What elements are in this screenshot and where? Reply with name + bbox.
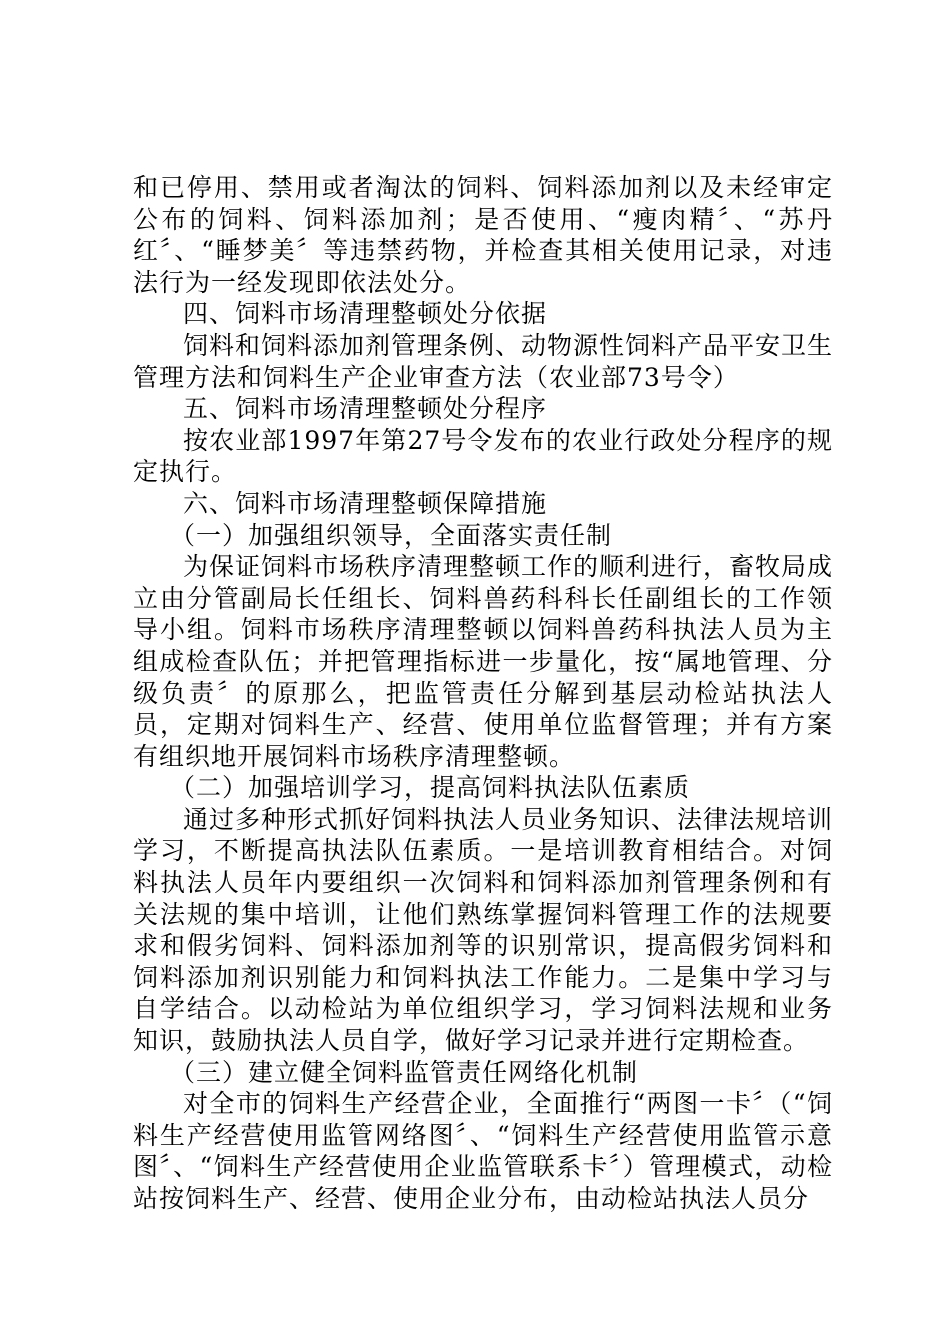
section-heading-6: 六、饲料市场清理整顿保障措施 [183, 488, 548, 518]
paragraph-procedure: 按农业部1997年第27号令发布的农业行政处分程序的规定执行。 [133, 425, 833, 487]
section-heading-4: 四、饲料市场清理整顿处分依据 [183, 299, 548, 329]
paragraph-network: 对全市的饲料生产经营企业，全面推行“两图一卡〞（“饲料生产经营使用监管网络图〞、“饲料生产经营使用监管示意图〞、“饲料生产经营使用企业监管联系卡〞）管理模式，动检站按饲料生产、经营、使用企业分布，由动检站执法人员分 [133, 1089, 833, 1213]
subsection-heading-2: （二）加强培训学习，提高饲料执法队伍素质 [170, 773, 691, 803]
section-heading-5: 五、饲料市场清理整顿处分程序 [183, 394, 548, 424]
document-page [133, 172, 833, 1215]
paragraph-continuation: 和已停用、禁用或者淘汰的饲料、饲料添加剂以及未经审定公布的饲料、饲料添加剂；是否使用、“瘦肉精〞、“苏丹红〞、“睡梦美〞等违禁药物，并检查其相关使用记录，对违法行为一经发现即依法处分。 [133, 173, 833, 297]
subsection-heading-3: （三）建立健全饲料监管责任网络化机制 [170, 1057, 639, 1087]
paragraph-training: 通过多种形式抓好饲料执法人员业务知识、法律法规培训学习，不断提高执法队伍素质。一是培训教育相结合。对饲料执法人员年内要组织一次饲料和饲料添加剂管理条例和有关法规的集中培训，让他们熟练掌握饲料管理工作的法规要求和假劣饲料、饲料添加剂等的识别常识，提高假劣饲料和饲料添加剂识别能力和饲料执法工作能力。二是集中学习与自学结合。以动检站为单位组织学习，学习饲料法规和业务知识，鼓励执法人员自学，做好学习记录并进行定期检查。 [133, 804, 834, 1056]
paragraph-organization: 为保证饲料市场秩序清理整顿工作的顺利进行，畜牧局成立由分管副局长任组长、饲料兽药科科长任副组长的工作领导小组。饲料市场秩序清理整顿以饲料兽药科执法人员为主组成检查队伍；并把管理指标进一步量化，按“属地管理、分级负责〞的原那么，把监管责任分解到基层动检站执法人员，定期对饲料生产、经营、使用单位监督管理；并有方案有组织地开展饲料市场秩序清理整顿。 [133, 552, 834, 771]
paragraph-basis: 饲料和饲料添加剂管理条例、动物源性饲料产品平安卫生管理方法和饲料生产企业审查方法（农业部73号令） [133, 330, 834, 392]
subsection-heading-1: （一）加强组织领导，全面落实责任制 [170, 520, 613, 550]
